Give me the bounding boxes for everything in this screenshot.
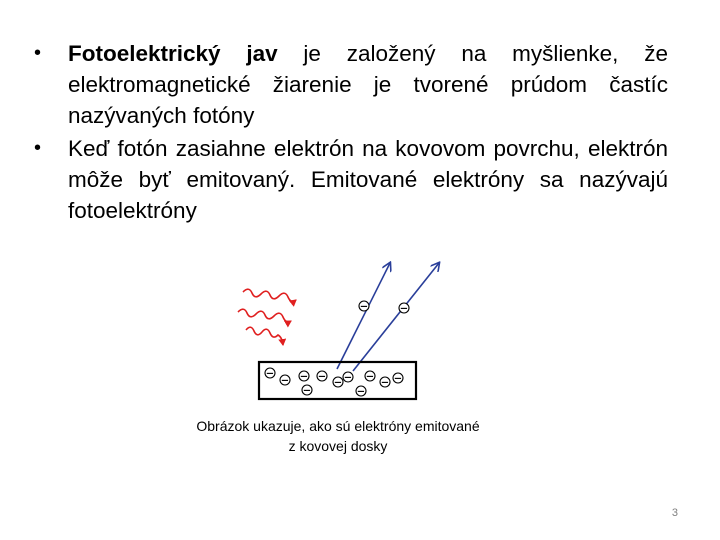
svg-text:−: − bbox=[393, 373, 403, 385]
electron-icon bbox=[343, 372, 353, 384]
bullet-text: je založený na myšlienke, že elektromagnetické žiarenie je tvorené prúdom častíc nazývaných fotóny bbox=[68, 41, 668, 128]
electron-icon bbox=[399, 303, 409, 315]
bullet-lead-term: Fotoelektrický jav bbox=[68, 41, 278, 66]
electron-icon bbox=[393, 373, 403, 385]
electron-icon bbox=[302, 385, 312, 397]
photon-wave bbox=[238, 309, 291, 322]
electron-icon bbox=[365, 371, 375, 383]
svg-text:−: − bbox=[333, 377, 343, 389]
electron-icon bbox=[280, 375, 290, 387]
svg-text:−: − bbox=[356, 386, 366, 398]
bullet-dot: • bbox=[34, 42, 42, 64]
electron-icon bbox=[380, 377, 390, 389]
photon-wave bbox=[246, 327, 283, 345]
electron-icon bbox=[333, 377, 343, 389]
electron-icon bbox=[359, 301, 369, 313]
svg-text:−: − bbox=[359, 301, 369, 313]
electron-trajectory-arrow bbox=[337, 263, 390, 369]
svg-text:−: − bbox=[399, 303, 409, 315]
photon-wave bbox=[243, 289, 296, 301]
svg-text:−: − bbox=[265, 368, 275, 380]
svg-text:−: − bbox=[317, 371, 327, 383]
page-number: 3 bbox=[671, 507, 678, 519]
svg-text:−: − bbox=[280, 375, 290, 387]
electron-icon bbox=[317, 371, 327, 383]
caption-line: Obrázok ukazuje, ako sú elektróny emitované bbox=[196, 418, 480, 434]
electron-icon bbox=[356, 386, 366, 398]
electron-trajectory-arrow bbox=[353, 263, 439, 371]
electron-icon bbox=[299, 371, 309, 383]
bullet-text: Keď fotón zasiahne elektrón na kovovom povrchu, elektrón môže byť emitovaný. Emitované elektróny sa nazývajú fotoelektróny bbox=[68, 136, 668, 223]
caption-line: z kovovej dosky bbox=[288, 438, 388, 454]
svg-text:−: − bbox=[299, 371, 309, 383]
emitted-electrons bbox=[359, 301, 409, 315]
electron-icon bbox=[265, 368, 275, 380]
svg-text:−: − bbox=[302, 385, 312, 397]
svg-text:−: − bbox=[365, 371, 375, 383]
plate-electrons bbox=[265, 368, 403, 398]
svg-text:−: − bbox=[380, 377, 390, 389]
figure-caption bbox=[160, 416, 516, 456]
bullet-dot: • bbox=[34, 137, 42, 159]
svg-text:−: − bbox=[343, 372, 353, 384]
